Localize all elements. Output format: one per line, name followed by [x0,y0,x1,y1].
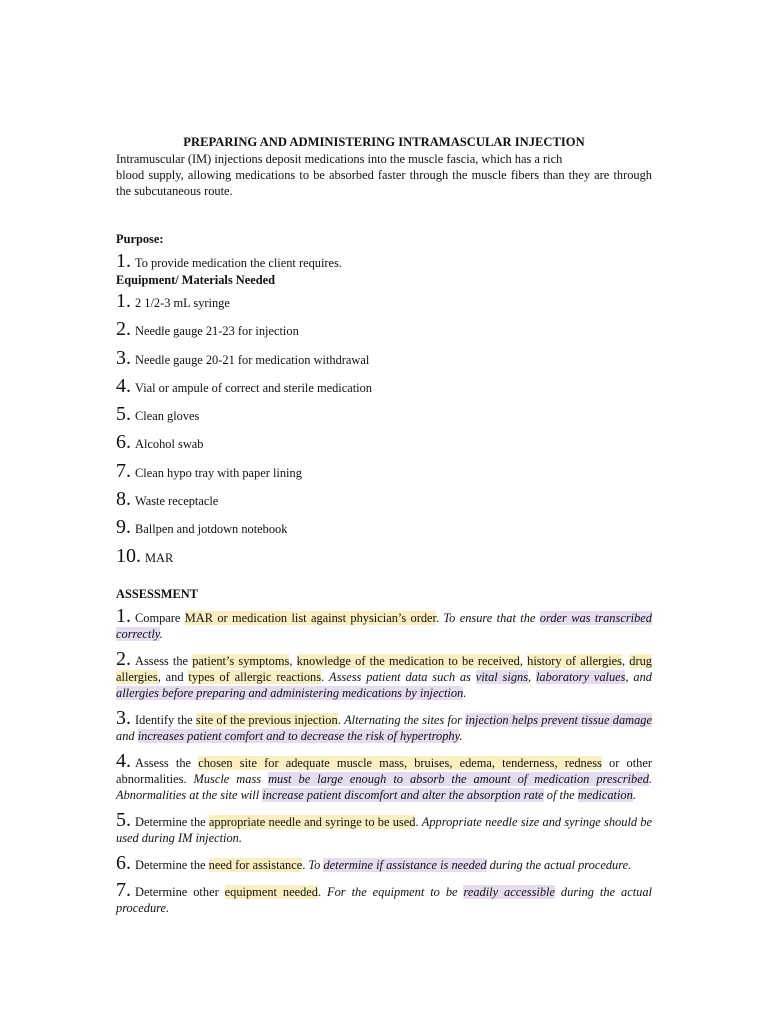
equipment-heading: Equipment/ Materials Needed [116,273,276,287]
list-item: 3. Identify the site of the previous injection. Alternating the sites for injection helps prevent tissue damage and increases patient comfort and to decrease the risk of hypertrophy. [116,706,652,743]
document-content [116,134,652,923]
intro-paragraph [116,151,652,199]
list-item: 2. Assess the patient’s symptoms, knowledge of the medication to be received, history of allergies, drug allergies, and types of allergic reactions. Assess patient data such as vital signs, laboratory values, and allergies before preparing and administering medications by injection. [116,647,653,700]
purpose-heading: Purpose: [116,232,164,246]
intro-line-2: blood supply, allowing medications to be absorbed faster through the muscle fibers than they are through the subcutaneous route. [116,168,652,198]
document-title: PREPARING AND ADMINISTERING INTRAMASCULAR INJECTION [183,135,585,149]
list-item: 5. Clean gloves [116,403,200,426]
list-item: 6. Alcohol swab [116,431,204,454]
list-item: 1. Compare MAR or medication list against physician’s order. To ensure that the order was transcribed correctly. [116,604,652,641]
list-item: 4. Vial or ampule of correct and sterile medication [116,374,372,397]
intro-line-1: Intramuscular (IM) injections deposit medications into the muscle fascia, which has a rich [116,152,563,166]
list-item: 10. MAR [116,544,174,567]
list-item: 3. Needle gauge 20-21 for medication withdrawal [116,346,370,369]
list-item: 4. Assess the chosen site for adequate muscle mass, bruises, edema, tenderness, redness or other abnormalities. Muscle mass must be large enough to absorb the amount of medication prescribed. Abnormalities at the site will increase patient discomfort and alter the absorption rate of the medication. [116,749,652,802]
assessment-list [116,606,652,916]
list-item: 6. Determine the need for assistance. To determine if assistance is needed during the actual procedure. [116,851,632,874]
list-item: 8. Waste receptacle [116,488,219,511]
list-item: 9. Ballpen and jotdown notebook [116,516,288,539]
list-item: 2. Needle gauge 21-23 for injection [116,318,299,341]
list-item: 5. Determine the appropriate needle and syringe to be used. Appropriate needle size and syringe should be used during IM injection. [116,808,653,845]
list-item: 7. Determine other equipment needed. For the equipment to be readily accessible during the actual procedure. [116,878,652,915]
purpose-item: 1. To provide medication the client requires. [116,250,342,272]
assessment-heading: ASSESSMENT [116,586,198,601]
list-item: 1. 2 1/2-3 mL syringe [116,290,230,312]
equipment-list [116,291,652,566]
list-item: 7. Clean hypo tray with paper lining [116,459,302,482]
